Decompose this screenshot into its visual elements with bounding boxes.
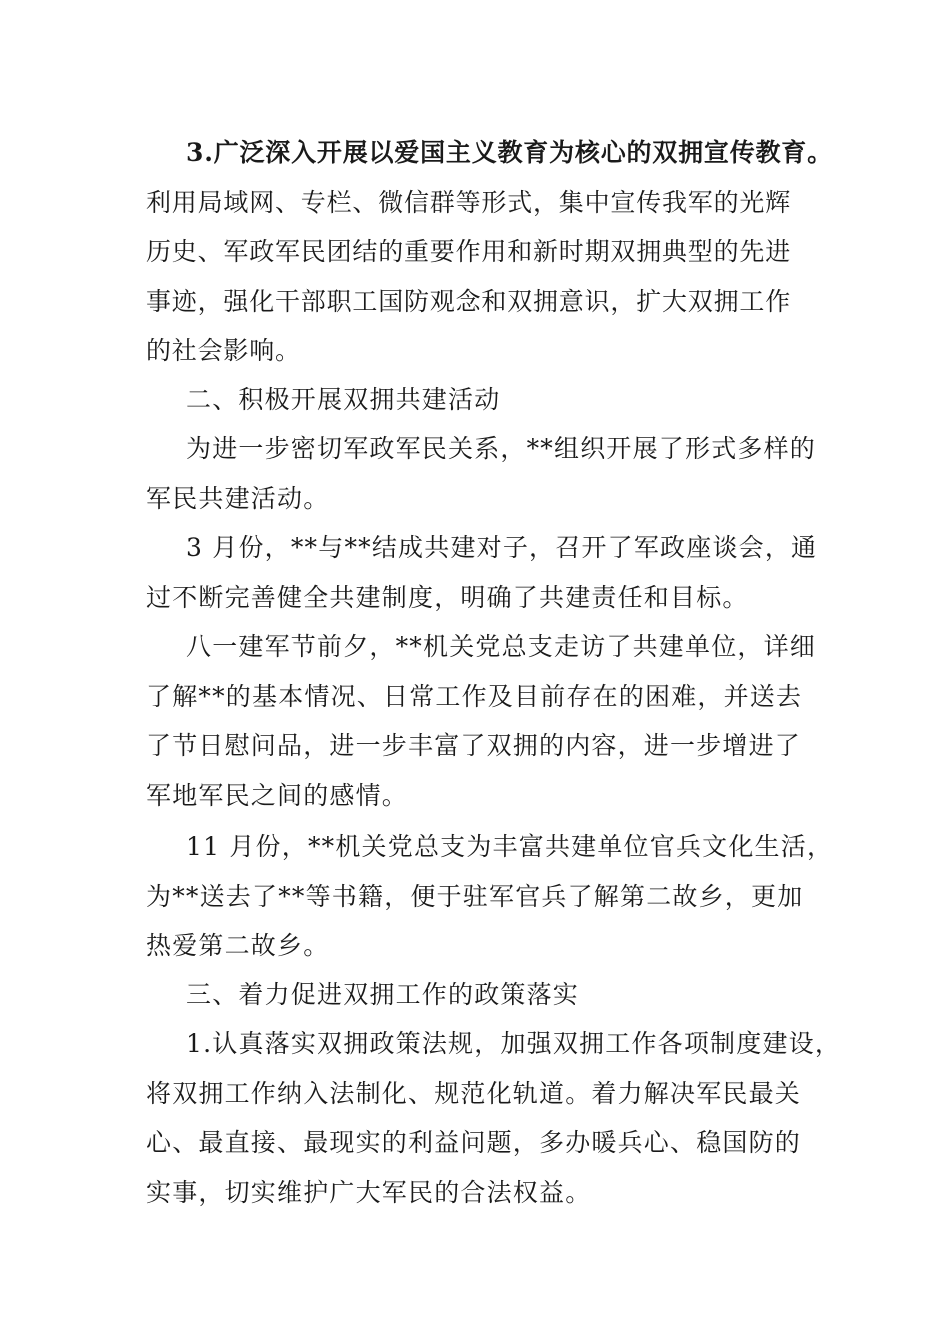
text-line: 为进一步密切军政军民关系，**组织开展了形式多样的: [186, 434, 817, 463]
paragraph-civil-military-activities: [146, 424, 826, 523]
text-line: 八一建军节前夕，**机关党总支走访了共建单位，详细: [186, 632, 817, 661]
paragraph-march: [146, 523, 826, 622]
text-line: 为**送去了**等书籍，便于驻军官兵了解第二故乡，更加: [146, 881, 804, 911]
section-heading-3: [146, 970, 826, 1020]
text-line: 了解**的基本情况、日常工作及目前存在的困难，并送去: [146, 681, 803, 711]
text-line: 军民共建活动。: [146, 483, 330, 513]
text-line: 将双拥工作纳入法制化、规范化轨道。着力解决军民最关: [146, 1078, 802, 1108]
text-line: 军地军民之间的感情。: [146, 780, 409, 810]
text-line: 了节日慰问品，进一步丰富了双拥的内容，进一步增进了: [146, 731, 802, 760]
text-line: 3.广泛深入开展以爱国主义教育为核心的双拥宣传教育。: [186, 138, 833, 167]
text-line: 3 月份，**与**结成共建对子，召开了军政座谈会，通: [186, 533, 818, 562]
text-line: 事迹，强化干部职工国防观念和双拥意识，扩大双拥工作: [146, 286, 792, 316]
text-line: 1.认真落实双拥政策法规，加强双拥工作各项制度建设，: [186, 1029, 842, 1058]
text-line: 过不断完善健全共建制度，明确了共建责任和目标。: [146, 582, 749, 612]
text-line: 热爱第二故乡。: [146, 931, 330, 960]
section-heading-2: [146, 375, 826, 425]
text-line: 心、最直接、最现实的利益问题，多办暖兵心、稳国防的: [146, 1128, 802, 1157]
paragraph-policy-implementation: [146, 1019, 842, 1217]
text-line: 利用局域网、专栏、微信群等形式，集中宣传我军的光辉: [146, 187, 792, 217]
text-line: 二、积极开展双拥共建活动: [186, 385, 501, 414]
text-line: 实事，切实维护广大军民的合法权益。: [146, 1177, 592, 1207]
text-line: 三、着力促进双拥工作的政策落实: [186, 980, 580, 1009]
text-line: 的社会影响。: [146, 336, 301, 365]
paragraph-publicity-education: [146, 128, 833, 376]
text-line: 11 月份，**机关党总支为丰富共建单位官兵文化生活，: [186, 832, 834, 861]
paragraph-november: [146, 822, 834, 971]
text-line: 历史、军政军民团结的重要作用和新时期双拥典型的先进: [146, 237, 792, 266]
paragraph-army-day: [146, 622, 826, 820]
